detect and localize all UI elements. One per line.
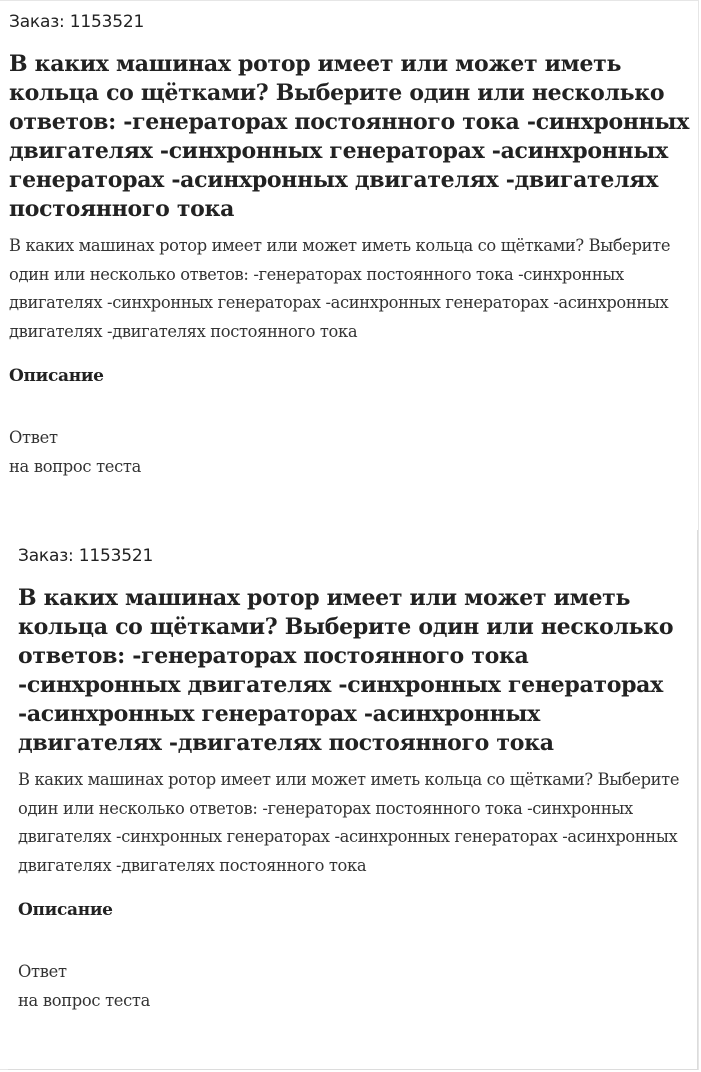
order-number: Заказ: 1153521 bbox=[9, 12, 145, 32]
order-number: Заказ: 1153521 bbox=[18, 546, 154, 566]
description-heading: Описание bbox=[9, 366, 104, 386]
description-heading: Описание bbox=[18, 900, 113, 920]
answer-line: Ответ bbox=[18, 962, 67, 981]
answer-block bbox=[18, 958, 690, 1015]
question-text: В каких машинах ротор имеет или может иметь кольца со щётками? Выберите один или несколько ответов: -генераторах постоянного тока -синхронных двигателях -синхронных генераторах -асинхронных генераторах -асинхронных двигателях -двигателях постоянного тока bbox=[9, 236, 671, 341]
answer-line: на вопрос теста bbox=[9, 456, 142, 476]
answer-line: Ответ bbox=[9, 428, 58, 447]
question-title: В каких машинах ротор имеет или может иметь кольца со щётками? Выберите один или несколько ответов: -генераторах постоянного тока -синхронных двигателях -синхронных генераторах -асинхронных генераторах -асинхронных двигателях -двигателях постоянного тока bbox=[9, 51, 690, 222]
question-title: В каких машинах ротор имеет или может иметь кольца со щётками? Выберите один или несколько ответов: -генераторах постоянного тока -синхронных двигателях -синхронных генераторах -асинхронных генераторах -асинхронных двигателях -двигателях постоянного тока bbox=[18, 585, 674, 756]
order-card bbox=[9, 8, 691, 481]
question-text: В каких машинах ротор имеет или может иметь кольца со щётками? Выберите один или несколько ответов: -генераторах постоянного тока -синхронных двигателях -синхронных генераторах -асинхронных генераторах -асинхронных двигателях -двигателях постоянного тока bbox=[18, 770, 680, 875]
answer-block bbox=[9, 424, 691, 481]
embedded-order-card bbox=[18, 542, 690, 1015]
answer-line: на вопрос теста bbox=[18, 990, 151, 1010]
